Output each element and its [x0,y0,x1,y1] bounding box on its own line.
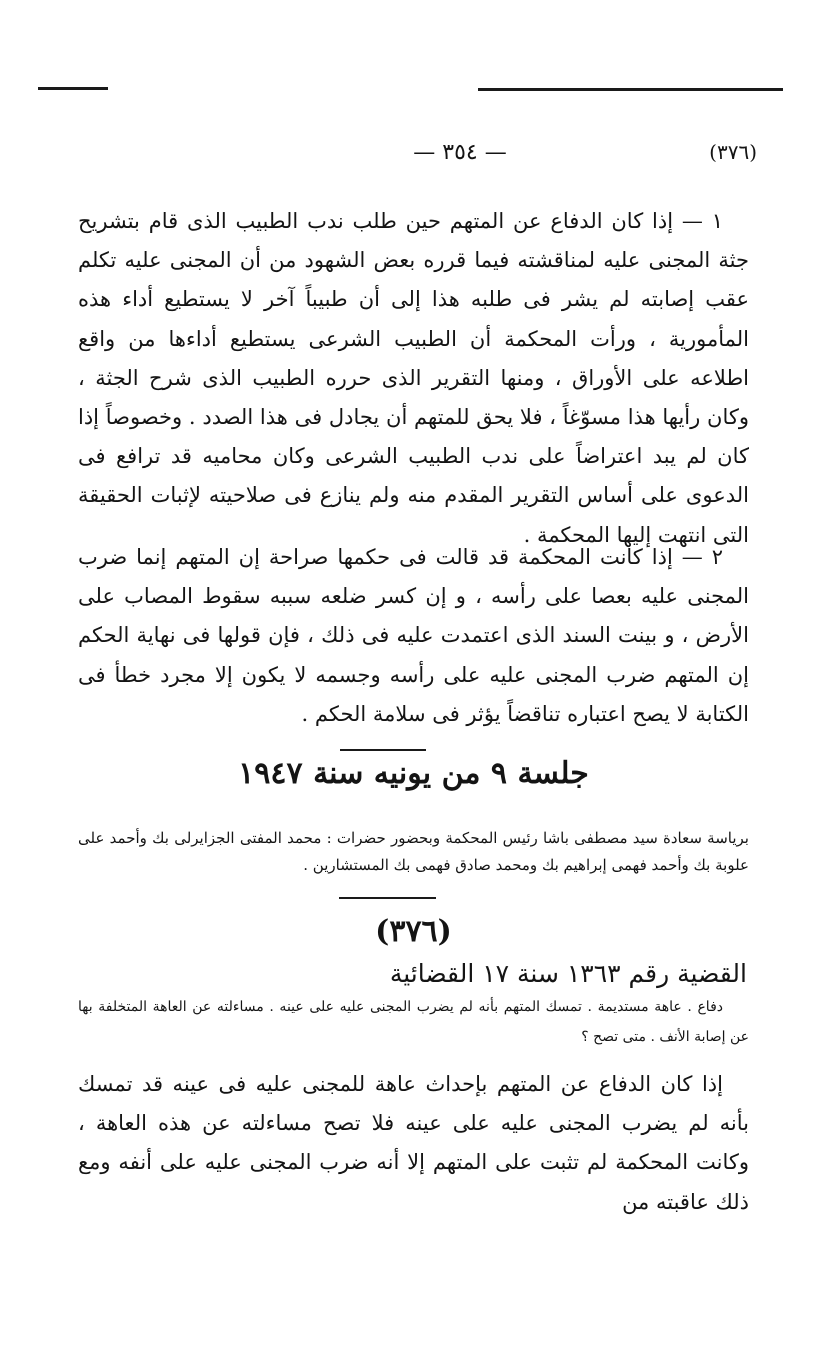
section-divider [340,749,426,751]
top-right-rule [478,88,783,91]
case-title: القضية رقم ١٣٦٣ سنة ١٧ القضائية [389,959,747,988]
top-left-rule [38,87,108,90]
case-body: إذا كان الدفاع عن المتهم بإحداث عاهة للمجنى عليه فى عينه قد تمسك بأنه لم يضرب المجنى عليه على عينه فلا تصح مساءلته عن هذه العاهة ، وكانت المحكمة لم تثبت على المتهم إلا أنه ضرب المجنى عليه على أنفه ومع ذلك عاقبته من [78,1072,749,1214]
case-number: (٣٧٦) [375,914,452,949]
paragraph-2: ٢ — إذا كانت المحكمة قد قالت فى حكمها صراحة إن المتهم إنما ضرب المجنى عليه بعصا على رأسه ، و إن كسر ضلعه سببه سقوط المصاب على الأرض ، و بينت السند الذى اعتمدت عليه فى ذلك ، فإن قولها فى نهاية الحكم إن المتهم ضرب المجنى عليه على رأسه وجسمه لا يكون إلا مجرد خطأ فى الكتابة لا يصح اعتباره تناقضاً يؤثر فى سلامة الحكم . [78,545,749,726]
page-header [70,140,757,176]
session-title: جلسة ٩ من يونيه سنة ١٩٤٧ [238,756,589,791]
header-case-reference: (٣٧٦) [709,140,757,164]
paragraph-1: ١ — إذا كان الدفاع عن المتهم حين طلب ندب الطبيب الذى قام بتشريح جثة المجنى عليه لمناقشته فيما قرره بعض الشهود من أن المجنى عليه تكلم عقب إصابته لم يشر فى طلبه هذا إلى أن طبيباً آخر لا يستطيع أداء هذه المأمورية ، ورأت المحكمة أن الطبيب الشرعى يستطيع أداءها من واقع اطلاعه على الأوراق ، ومنها التقرير الذى حرره الطبيب الذى شرح الجثة ، وكان رأيها هذا مسوّغاً ، فلا يحق للمتهم أن يجادل فى هذا الصدد . وخصوصاً إذا كان لم يبد اعتراضاً على ندب الطبيب الشرعى وكان محاميه قد ترافع فى الدعوى على أساس التقرير المقدم منه ولم ينازع فى صلاحيته لإثبات الحقيقة التى انتهت إليها المحكمة . [78,209,749,547]
case-summary: دفاع . عاهة مستديمة . تمسك المتهم بأنه لم يضرب المجنى عليه على عينه . مساءلته عن العاهة المتخلفة بها عن إصابة الأنف . متى تصح ؟ [78,999,749,1045]
bench-composition: برياسة سعادة سيد مصطفى باشا رئيس المحكمة وبحضور حضرات : محمد المفتى الجزايرلى بك وأحمد على علوبة بك وأحمد فهمى إبراهيم بك ومحمد صادق فهمى بك المستشارين . [78,829,749,874]
page-number: — ٣٥٤ — [413,140,507,165]
case-divider [339,897,436,899]
